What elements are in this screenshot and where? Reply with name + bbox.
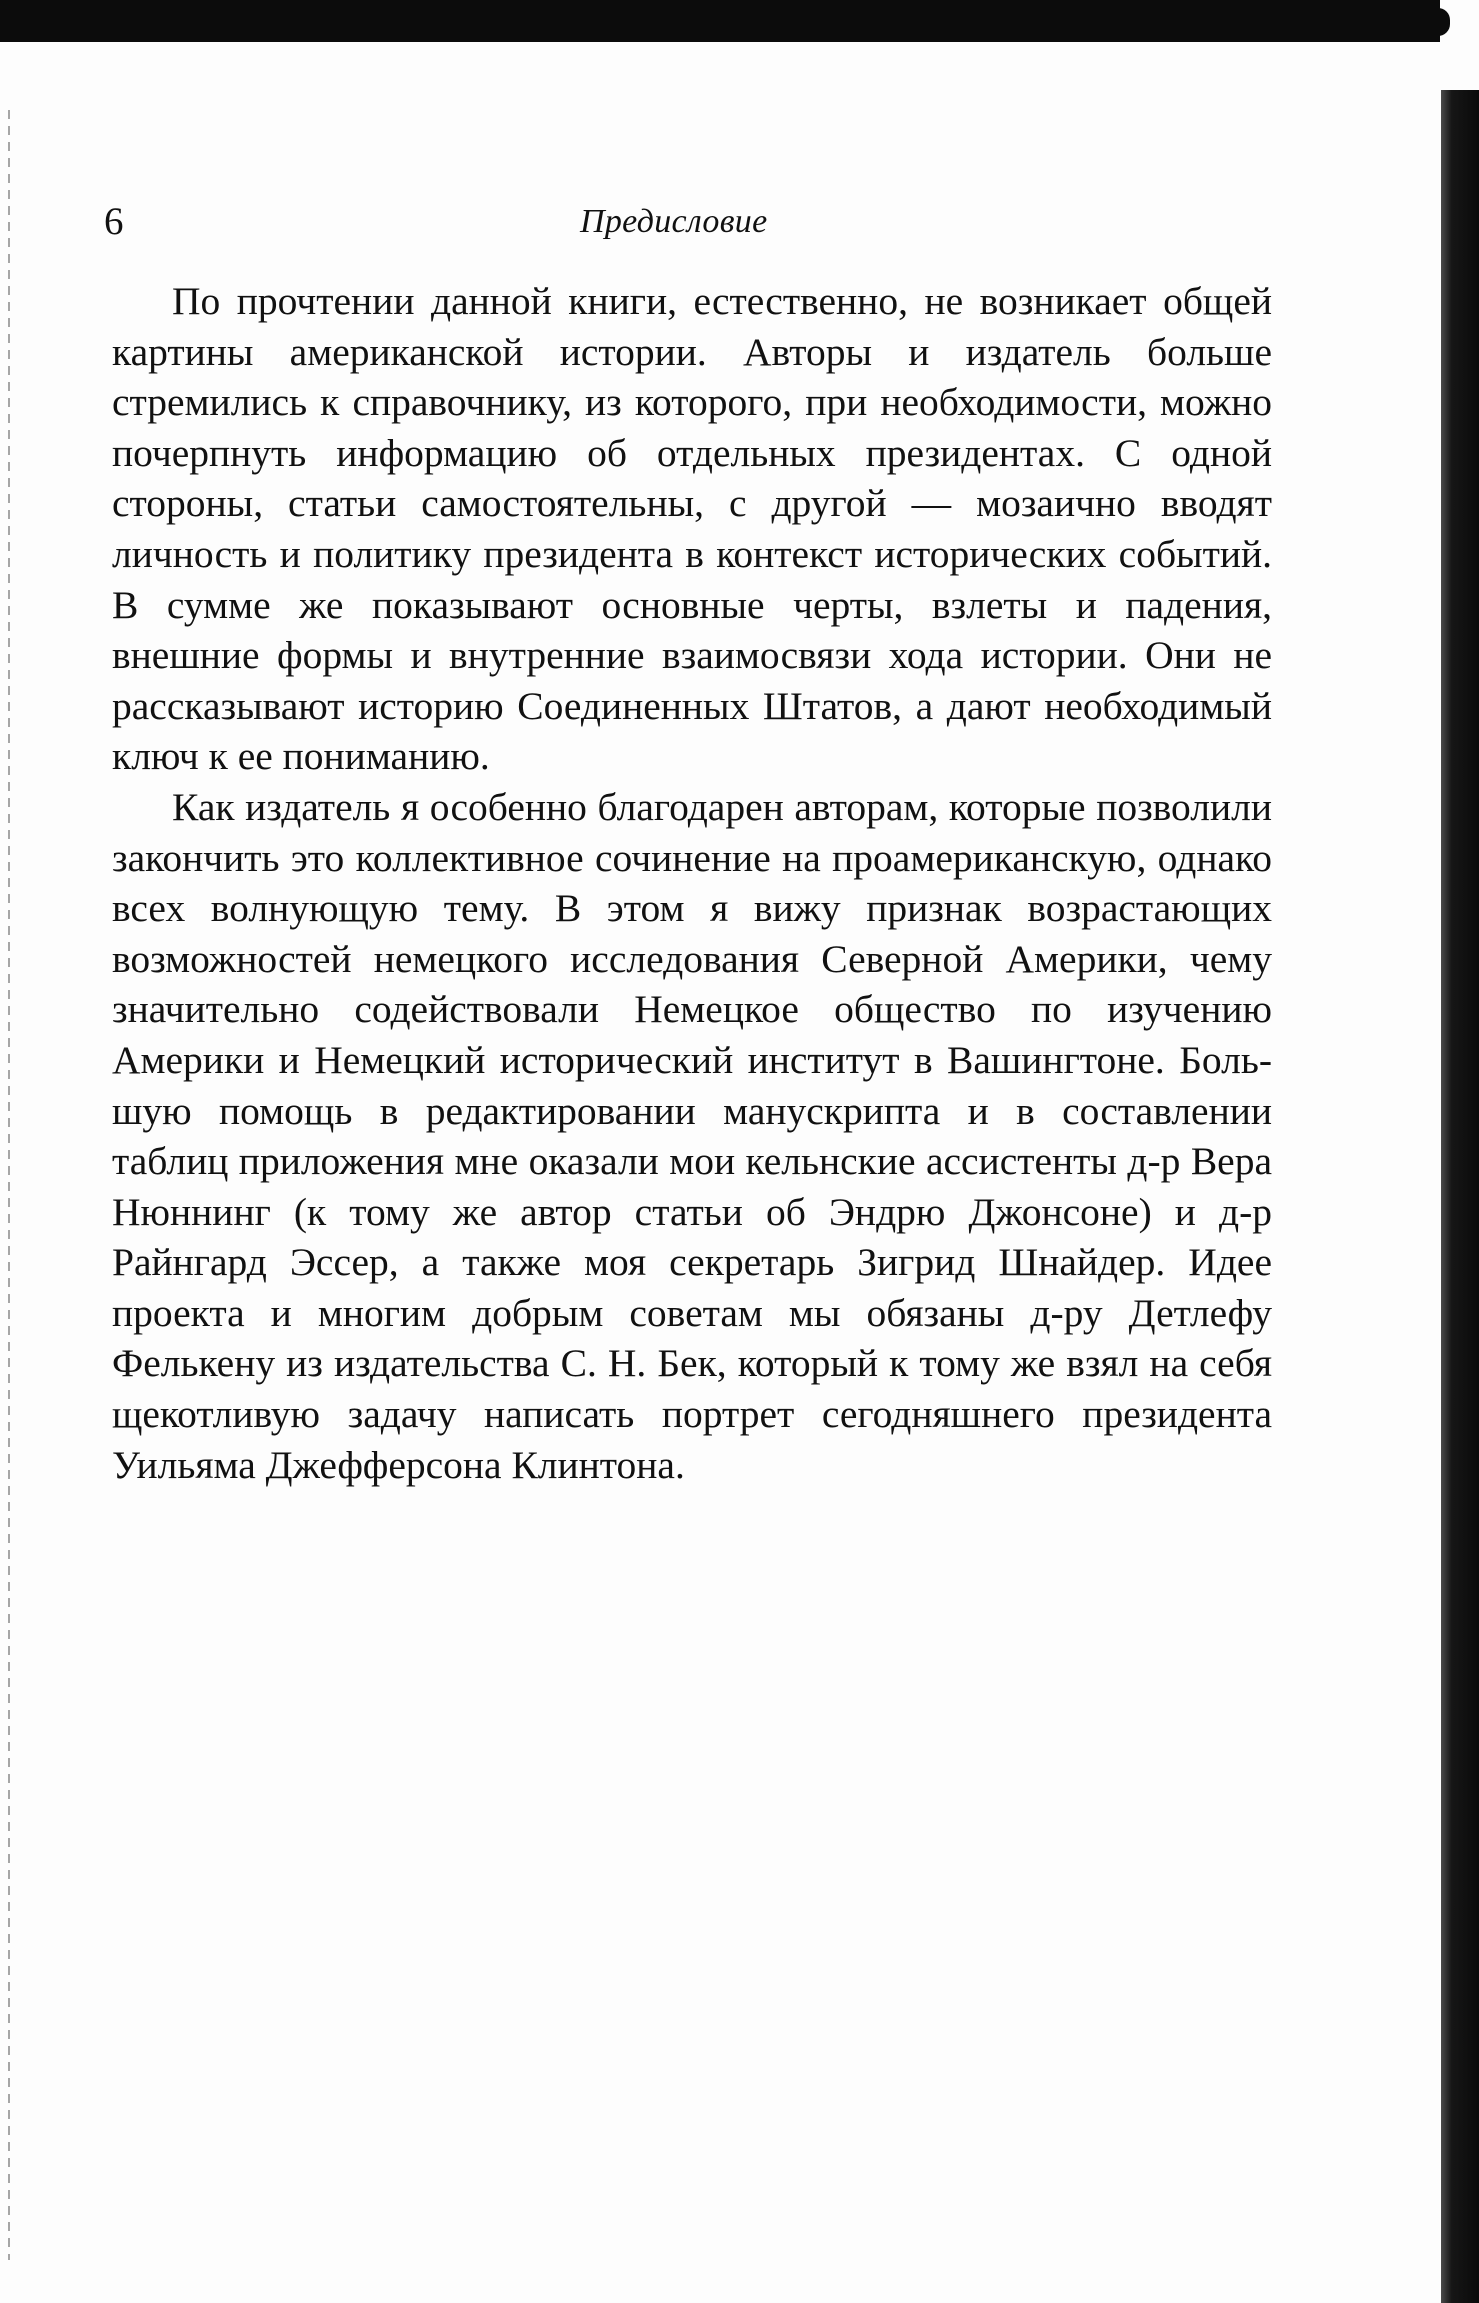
scan-top-border-tail	[1380, 8, 1450, 36]
paragraph-1: По прочтении данной книги, естественно, не возникает общей картины американской истории. Авторы и издатель больше стремились к справочнику, из которого, при необходимости, можно почерпнуть информацию об отдельных президентах. С одной стороны, статьи самостоятельны, с другой — мозаично вводят личность и политику президента в контекст исторических событий. В сумме же показывают основные черты, взлеты и падения, внешние формы и внутренние взаимосвязи хода истории. Они не рассказывают историю Соединенных Штатов, а дают необходимый ключ к ее пониманию.	[112, 279, 1272, 779]
page-number: 6	[104, 200, 124, 243]
paragraph-2: Как издатель я особенно благодарен авторам, которые позволили закончить это коллективное сочинение на проамериканскую, однако всех волнующую тему. В этом я вижу признак возрастающих возможностей немецкого исследования Северной Америки, чему значительно содействовали Немецкое общество по изучению Америки и Немецкий исторический институт в Вашингтоне. Большую помощь в редактировании манускрипта и в составлении таблиц приложения мне оказали мои кельнские ассистенты д-р Вера Нюннинг (к тому же автор статьи об Эндрю Джонсоне) и д-р Райнгард Эссер, а также моя секретарь Зигрид Шнайдер. Идее проекта и многим добрым советам мы обязаны д-ру Детлефу Фелькену из издательства С. Н. Бек, который к тому же взял на себя щекотливую задачу написать портрет сегодняшнего президента Уильяма Джефферсона Клинтона.	[112, 784, 1272, 1487]
scan-right-border	[1441, 90, 1479, 2303]
running-head: Предисловие	[580, 203, 768, 240]
scan-left-edge	[8, 110, 10, 2260]
body-text	[112, 276, 1272, 1490]
page-header	[0, 192, 1479, 252]
scan-top-border	[0, 0, 1440, 42]
